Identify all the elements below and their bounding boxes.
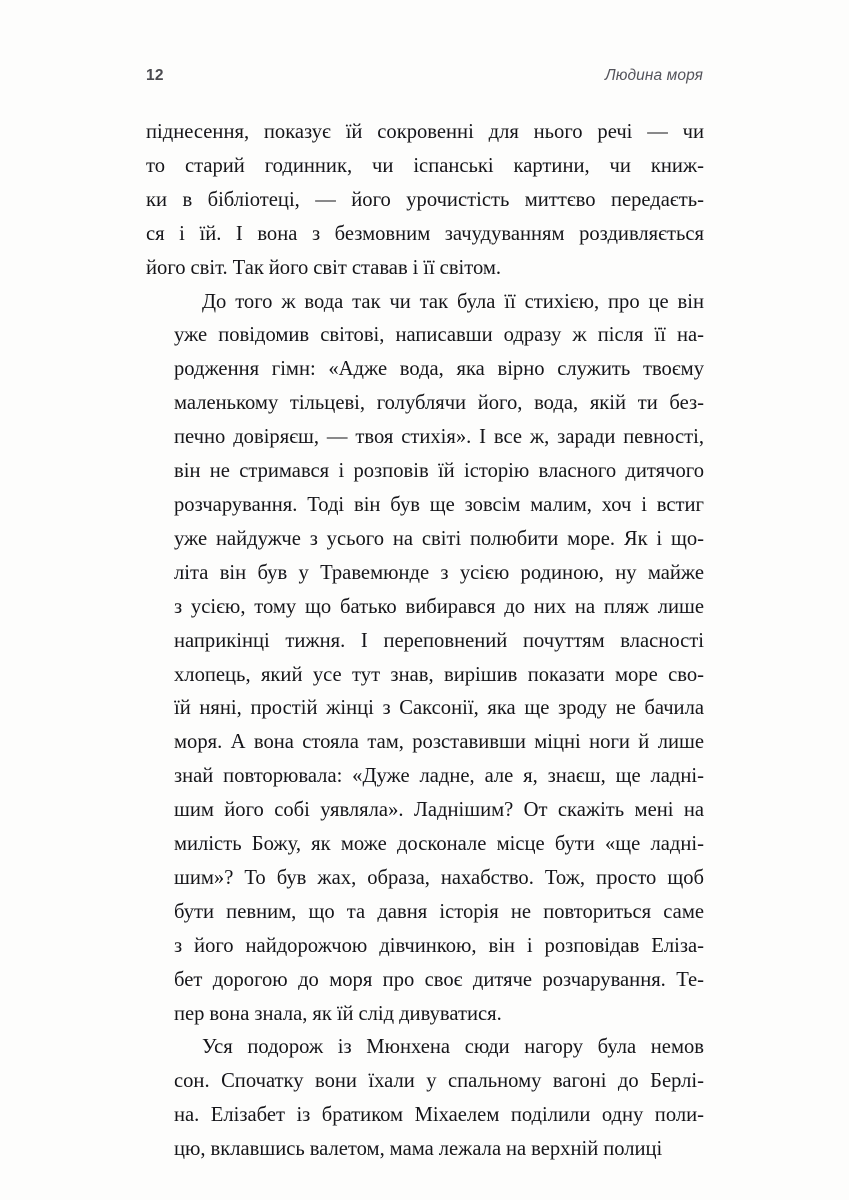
text-line: хлопець, який усе тут знав, вирішив показати море сво- [174,663,704,686]
text-line: розчарування. Тоді він був ще зовсім малим, хоч і встиг [174,493,704,516]
text-line: то старий годинник, чи іспанські картини, чи книж- [146,154,704,177]
text-line: він не стримався і розповів їй історію власного дитячого [174,460,704,483]
text-line: шим його собі уявляла». Ладнішим? От скажіть мені на [174,799,704,822]
paragraph [146,116,704,286]
text-line: ся і їй. І вона з безмовним зачудуванням роздивляється [146,222,704,245]
text-line [146,1031,704,1065]
text-line: знай повторювала: «Дуже ладне, але я, знаєш, ще ладні- [174,765,704,788]
text-line-content: Уся подорож із Мюнхена сюди нагору була немов [202,1036,704,1059]
text-line: милість Божу, як може досконале місце бути «ще ладні- [174,833,704,856]
text-line-content: До того ж вода так чи так була її стихією, про це він [202,290,704,313]
paragraph [146,1031,704,1167]
text-line: уже найдужче з усього на світі полюбити море. Як і що- [174,527,704,550]
text-line: літа він був у Травемюнде з усією родиною, ну майже [174,561,704,584]
text-line: печно довіряєш, — твоя стихія». І все ж, заради певності, [174,426,704,449]
text-line: його світ. Так його світ ставав і її світом. [146,256,502,279]
text-line: їй няні, простій жінці з Саксонії, яка ще зроду не бачила [174,697,704,720]
text-line: моря. А вона стояла там, розставивши міцні ноги й лише [174,731,704,754]
text-line: уже повідомив світові, написавши одразу ж після її на- [174,324,704,347]
text-line: сон. Спочатку вони їхали у спальному вагоні до Берлі- [174,1070,704,1093]
text-line: бути певним, що та давня історія не повториться саме [174,900,704,923]
text-line: на. Елізабет із братиком Міхаелем поділили одну поли- [174,1104,704,1127]
text-line: пер вона знала, як їй слід дивуватися. [174,1002,502,1025]
text-line: піднесення, показує їй сокровенні для нього речі — чи [146,121,704,143]
page-number: 12 [146,67,164,84]
text-line: з усією, тому що батько вибирався до них на пляж лише [174,595,704,618]
text-line: родження гімн: «Адже вода, яка вірно служить твоєму [174,358,704,381]
text-line: наприкінці тижня. І переповнений почуттям власності [174,629,704,652]
paragraph [146,286,704,1032]
text-line: ки в бібліотеці, — його урочистість миттєво передаєть- [146,188,704,211]
text-line: цю, вклавшись валетом, мама лежала на верхній полиці [174,1138,663,1161]
text-line: маленькому тільцеві, голублячи його, вода, якій ти без- [174,392,704,415]
text-line: бет дорогою до моря про своє дитяче розчарування. Те- [174,968,704,991]
text-line: з його найдорожчою дівчинкою, він і розповідав Еліза- [174,934,704,957]
running-head [146,68,703,92]
text-line: шим»? То був жах, образа, нахабство. Тож, просто щоб [174,866,704,889]
text-line [146,286,704,320]
body-text [146,116,704,1167]
running-head-title: Людина моря [605,67,703,84]
